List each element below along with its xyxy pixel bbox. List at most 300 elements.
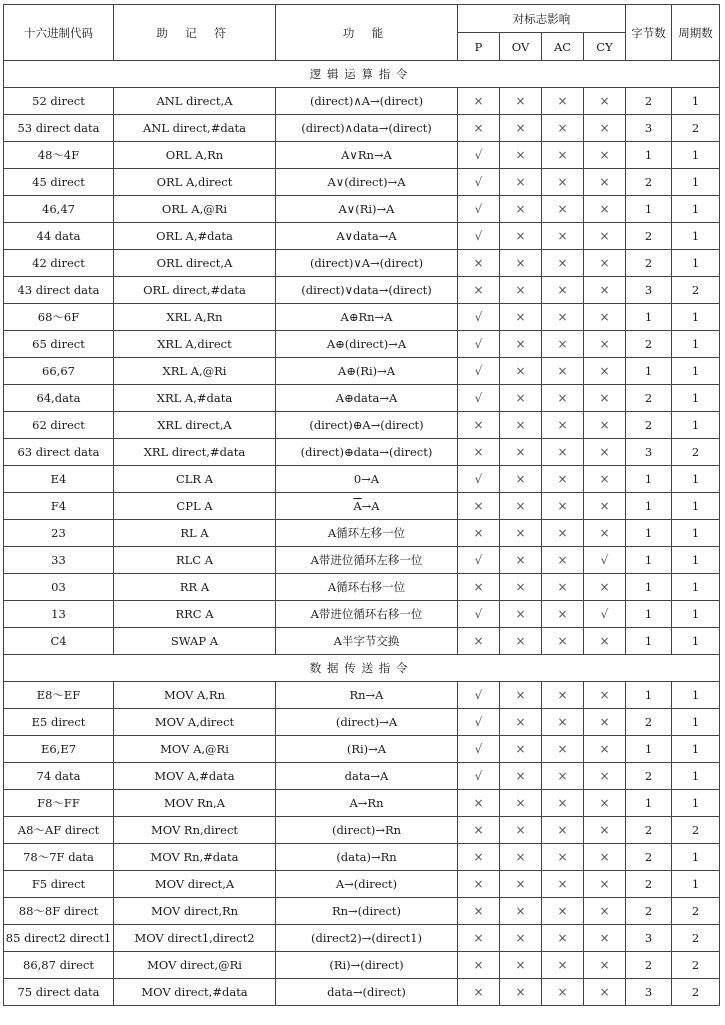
flag-p-cell: √ [458, 466, 500, 493]
function-cell: (data)→Rn [276, 844, 458, 871]
cycles-cell: 1 [672, 844, 720, 871]
flag-cy-cell: × [584, 790, 626, 817]
flag-cy-cell: × [584, 196, 626, 223]
mnemonic-cell: XRL A,Rn [114, 304, 276, 331]
function-cell: (direct2)→(direct1) [276, 925, 458, 952]
bytes-cell: 2 [626, 169, 672, 196]
flag-cy-cell: × [584, 628, 626, 655]
table-row [4, 871, 720, 898]
hex-code-cell: 42 direct [4, 250, 114, 277]
flag-ac-cell: × [542, 385, 584, 412]
mnemonic-header: 助 记 符 [114, 5, 276, 61]
cycles-cell: 1 [672, 88, 720, 115]
flag-ac-cell: × [542, 412, 584, 439]
flag-ov-cell: × [500, 358, 542, 385]
hex-code-cell: E8～EF [4, 682, 114, 709]
flag-ac-cell: × [542, 88, 584, 115]
hex-code-cell: A8～AF direct [4, 817, 114, 844]
flag-p-cell: × [458, 925, 500, 952]
table-row [4, 898, 720, 925]
hex-code-cell: 62 direct [4, 412, 114, 439]
function-cell: A半字节交换 [276, 628, 458, 655]
hex-code-cell: 63 direct data [4, 439, 114, 466]
mnemonic-cell: RRC A [114, 601, 276, 628]
cycles-cell: 1 [672, 466, 720, 493]
flag-p-cell: √ [458, 304, 500, 331]
flag-ov-cell: × [500, 304, 542, 331]
flag-cy-header: CY [584, 33, 626, 61]
flag-p-cell: × [458, 817, 500, 844]
table-row [4, 844, 720, 871]
flag-cy-cell: × [584, 88, 626, 115]
flag-cy-cell: × [584, 844, 626, 871]
bytes-cell: 2 [626, 412, 672, 439]
function-cell: (direct)⊕A→(direct) [276, 412, 458, 439]
flag-cy-cell: × [584, 520, 626, 547]
hex-code-cell: E6,E7 [4, 736, 114, 763]
flag-ov-cell: × [500, 277, 542, 304]
hex-code-cell: 52 direct [4, 88, 114, 115]
table-row [4, 304, 720, 331]
flag-ac-cell: × [542, 115, 584, 142]
flag-ac-cell: × [542, 520, 584, 547]
header-row [4, 5, 720, 33]
flags-group-header: 对标志影响 [458, 5, 626, 33]
cycles-cell: 1 [672, 412, 720, 439]
cycles-cell: 1 [672, 547, 720, 574]
mnemonic-cell: ORL A,@Ri [114, 196, 276, 223]
function-cell: A→Rn [276, 790, 458, 817]
flag-ov-cell: × [500, 628, 542, 655]
bytes-cell: 1 [626, 304, 672, 331]
mnemonic-cell: SWAP A [114, 628, 276, 655]
flag-cy-cell: × [584, 439, 626, 466]
hex-code-cell: 13 [4, 601, 114, 628]
cycles-cell: 1 [672, 304, 720, 331]
flag-ac-cell: × [542, 142, 584, 169]
function-cell: (direct)⊕data→(direct) [276, 439, 458, 466]
mnemonic-cell: ORL direct,A [114, 250, 276, 277]
flag-p-cell: × [458, 493, 500, 520]
mnemonic-cell: XRL A,#data [114, 385, 276, 412]
function-cell: A循环左移一位 [276, 520, 458, 547]
flag-ac-cell: × [542, 871, 584, 898]
bytes-cell: 1 [626, 628, 672, 655]
hex-code-cell: 45 direct [4, 169, 114, 196]
flag-ov-cell: × [500, 142, 542, 169]
flag-ac-cell: × [542, 439, 584, 466]
flag-ov-cell: × [500, 88, 542, 115]
bytes-cell: 2 [626, 952, 672, 979]
flag-ac-cell: × [542, 952, 584, 979]
flag-ac-cell: × [542, 331, 584, 358]
flag-ov-cell: × [500, 979, 542, 1006]
flag-ov-cell: × [500, 925, 542, 952]
bytes-cell: 2 [626, 817, 672, 844]
mnemonic-cell: MOV A,Rn [114, 682, 276, 709]
flag-cy-cell: × [584, 871, 626, 898]
function-cell: (direct)∧A→(direct) [276, 88, 458, 115]
bytes-cell: 3 [626, 925, 672, 952]
table-row [4, 925, 720, 952]
flag-cy-cell: √ [584, 601, 626, 628]
function-cell: Rn→(direct) [276, 898, 458, 925]
flag-cy-cell: × [584, 709, 626, 736]
bytes-cell: 1 [626, 790, 672, 817]
hex-code-cell: 85 direct2 direct1 [4, 925, 114, 952]
bytes-cell: 1 [626, 142, 672, 169]
mnemonic-cell: MOV direct,@Ri [114, 952, 276, 979]
function-cell: A⊕(direct)→A [276, 331, 458, 358]
flag-p-cell: × [458, 952, 500, 979]
flag-cy-cell: × [584, 763, 626, 790]
hex-code-cell: 44 data [4, 223, 114, 250]
function-cell: data→(direct) [276, 979, 458, 1006]
flag-ov-cell: × [500, 952, 542, 979]
flag-cy-cell: × [584, 952, 626, 979]
flag-ov-cell: × [500, 250, 542, 277]
flag-ov-cell: × [500, 439, 542, 466]
flag-cy-cell: × [584, 223, 626, 250]
cycles-cell: 1 [672, 493, 720, 520]
flag-ac-cell: × [542, 277, 584, 304]
function-cell: A带进位循环右移一位 [276, 601, 458, 628]
cycles-cell: 2 [672, 439, 720, 466]
flag-p-cell: × [458, 439, 500, 466]
flag-ov-cell: × [500, 466, 542, 493]
hex-code-cell: 88～8F direct [4, 898, 114, 925]
flag-p-cell: × [458, 412, 500, 439]
flag-ac-cell: × [542, 601, 584, 628]
flag-ac-cell: × [542, 790, 584, 817]
flag-ov-cell: × [500, 547, 542, 574]
table-row [4, 709, 720, 736]
hex-code-cell: 33 [4, 547, 114, 574]
flag-cy-cell: × [584, 385, 626, 412]
cycles-cell: 1 [672, 790, 720, 817]
cycles-cell: 1 [672, 331, 720, 358]
flag-cy-cell: × [584, 466, 626, 493]
bytes-cell: 1 [626, 574, 672, 601]
table-row [4, 628, 720, 655]
flag-ov-cell: × [500, 790, 542, 817]
hex-code-cell: 23 [4, 520, 114, 547]
mnemonic-cell: MOV A,direct [114, 709, 276, 736]
function-cell: A⊕Rn→A [276, 304, 458, 331]
table-row [4, 385, 720, 412]
flag-ov-cell: × [500, 601, 542, 628]
flag-cy-cell: × [584, 358, 626, 385]
flag-p-cell: √ [458, 763, 500, 790]
hex-code-cell: F5 direct [4, 871, 114, 898]
flag-cy-cell: × [584, 736, 626, 763]
function-cell: A⊕data→A [276, 385, 458, 412]
instruction-table [3, 4, 720, 1006]
hex-code-cell: 74 data [4, 763, 114, 790]
bytes-cell: 2 [626, 331, 672, 358]
table-row [4, 682, 720, 709]
flag-ov-header: OV [500, 33, 542, 61]
table-row [4, 115, 720, 142]
table-row [4, 547, 720, 574]
mnemonic-cell: ORL direct,#data [114, 277, 276, 304]
mnemonic-cell: MOV Rn,A [114, 790, 276, 817]
cycles-cell: 2 [672, 925, 720, 952]
mnemonic-cell: MOV Rn,#data [114, 844, 276, 871]
flag-ac-header: AC [542, 33, 584, 61]
table-row [4, 601, 720, 628]
flag-ov-cell: × [500, 331, 542, 358]
bytes-cell: 2 [626, 250, 672, 277]
mnemonic-cell: ORL A,#data [114, 223, 276, 250]
flag-p-cell: × [458, 979, 500, 1006]
flag-p-cell: × [458, 277, 500, 304]
bytes-cell: 1 [626, 493, 672, 520]
hex-code-cell: 48～4F [4, 142, 114, 169]
bytes-cell: 1 [626, 547, 672, 574]
flag-p-cell: √ [458, 601, 500, 628]
flag-cy-cell: × [584, 115, 626, 142]
flag-ac-cell: × [542, 709, 584, 736]
bytes-cell: 3 [626, 115, 672, 142]
mnemonic-cell: XRL direct,#data [114, 439, 276, 466]
hex-code-cell: F8～FF [4, 790, 114, 817]
bytes-cell: 2 [626, 385, 672, 412]
cycles-cell: 2 [672, 979, 720, 1006]
flag-p-cell: √ [458, 331, 500, 358]
flag-p-cell: √ [458, 196, 500, 223]
flag-cy-cell: × [584, 277, 626, 304]
flag-cy-cell: × [584, 250, 626, 277]
cycles-cell: 1 [672, 682, 720, 709]
flag-cy-cell: × [584, 817, 626, 844]
cycles-cell: 2 [672, 277, 720, 304]
flag-ov-cell: × [500, 817, 542, 844]
cycles-cell: 1 [672, 736, 720, 763]
cycles-cell: 1 [672, 385, 720, 412]
flag-ac-cell: × [542, 682, 584, 709]
flag-p-cell: √ [458, 682, 500, 709]
flag-p-cell: × [458, 88, 500, 115]
flag-ac-cell: × [542, 304, 584, 331]
function-cell: A∨(Ri)→A [276, 196, 458, 223]
flag-ov-cell: × [500, 574, 542, 601]
bytes-cell: 1 [626, 682, 672, 709]
bytes-cell: 2 [626, 709, 672, 736]
flag-ov-cell: × [500, 709, 542, 736]
function-remainder: →A [361, 499, 380, 513]
section-header-row [4, 655, 720, 682]
bytes-cell: 2 [626, 844, 672, 871]
flag-p-cell: √ [458, 223, 500, 250]
mnemonic-cell: RR A [114, 574, 276, 601]
mnemonic-cell: ANL direct,A [114, 88, 276, 115]
flag-p-cell: √ [458, 736, 500, 763]
flag-ov-cell: × [500, 520, 542, 547]
flag-ov-cell: × [500, 115, 542, 142]
hex-code-cell: 43 direct data [4, 277, 114, 304]
table-row [4, 331, 720, 358]
bytes-cell: 3 [626, 979, 672, 1006]
flag-ov-cell: × [500, 169, 542, 196]
bytes-cell: 3 [626, 439, 672, 466]
table-body [4, 61, 720, 1006]
bytes-cell: 1 [626, 466, 672, 493]
flag-p-cell: × [458, 574, 500, 601]
flag-ac-cell: × [542, 844, 584, 871]
function-cell: A∨data→A [276, 223, 458, 250]
hex-code-cell: 75 direct data [4, 979, 114, 1006]
table-row [4, 412, 720, 439]
cycles-cell: 1 [672, 628, 720, 655]
flag-ov-cell: × [500, 223, 542, 250]
section-header-row [4, 61, 720, 88]
bytes-cell: 2 [626, 88, 672, 115]
flag-ac-cell: × [542, 547, 584, 574]
function-header: 功 能 [276, 5, 458, 61]
flag-cy-cell: × [584, 412, 626, 439]
bytes-cell: 1 [626, 736, 672, 763]
table-row [4, 142, 720, 169]
flag-p-cell: × [458, 520, 500, 547]
table-row [4, 979, 720, 1006]
cycles-cell: 1 [672, 196, 720, 223]
bytes-header: 字节数 [626, 5, 672, 61]
bytes-cell: 1 [626, 358, 672, 385]
function-cell: 0→A [276, 466, 458, 493]
hex-code-cell: 68～6F [4, 304, 114, 331]
flag-ov-cell: × [500, 763, 542, 790]
function-cell: data→A [276, 763, 458, 790]
flag-p-cell: × [458, 844, 500, 871]
function-cell: A循环右移一位 [276, 574, 458, 601]
flag-ac-cell: × [542, 358, 584, 385]
mnemonic-cell: XRL direct,A [114, 412, 276, 439]
flag-ac-cell: × [542, 169, 584, 196]
flag-cy-cell: × [584, 304, 626, 331]
flag-ac-cell: × [542, 979, 584, 1006]
flag-ov-cell: × [500, 385, 542, 412]
function-cell [276, 493, 458, 520]
hex-code-cell: 53 direct data [4, 115, 114, 142]
table-row [4, 196, 720, 223]
mnemonic-cell: CLR A [114, 466, 276, 493]
section-title: 逻辑运算指令 [4, 61, 720, 88]
function-cell: (direct)→A [276, 709, 458, 736]
flag-cy-cell: × [584, 331, 626, 358]
cycles-cell: 2 [672, 817, 720, 844]
table-row [4, 223, 720, 250]
function-cell: (Ri)→(direct) [276, 952, 458, 979]
cycles-cell: 2 [672, 952, 720, 979]
mnemonic-cell: RL A [114, 520, 276, 547]
table-row [4, 520, 720, 547]
flag-p-cell: × [458, 628, 500, 655]
cycles-cell: 1 [672, 250, 720, 277]
mnemonic-cell: XRL A,direct [114, 331, 276, 358]
flag-ov-cell: × [500, 844, 542, 871]
flag-ac-cell: × [542, 196, 584, 223]
hex-code-cell: E5 direct [4, 709, 114, 736]
flag-p-cell: √ [458, 358, 500, 385]
cycles-cell: 1 [672, 601, 720, 628]
flag-ov-cell: × [500, 898, 542, 925]
function-cell: (Ri)→A [276, 736, 458, 763]
cycles-cell: 1 [672, 574, 720, 601]
table-row [4, 88, 720, 115]
table-row [4, 817, 720, 844]
bytes-cell: 2 [626, 763, 672, 790]
hex-code-cell: 46,47 [4, 196, 114, 223]
flag-ac-cell: × [542, 898, 584, 925]
table-row [4, 736, 720, 763]
hex-code-cell: 03 [4, 574, 114, 601]
mnemonic-cell: ANL direct,#data [114, 115, 276, 142]
bytes-cell: 2 [626, 871, 672, 898]
mnemonic-cell: ORL A,direct [114, 169, 276, 196]
flag-cy-cell: × [584, 682, 626, 709]
mnemonic-cell: MOV direct1,direct2 [114, 925, 276, 952]
cycles-cell: 1 [672, 223, 720, 250]
function-cell: (direct)∧data→(direct) [276, 115, 458, 142]
function-cell: (direct)→Rn [276, 817, 458, 844]
cycles-cell: 1 [672, 142, 720, 169]
function-cell: Rn→A [276, 682, 458, 709]
mnemonic-cell: CPL A [114, 493, 276, 520]
flag-p-cell: × [458, 250, 500, 277]
flag-cy-cell: × [584, 493, 626, 520]
cycles-cell: 1 [672, 871, 720, 898]
table-row [4, 574, 720, 601]
mnemonic-cell: MOV direct,A [114, 871, 276, 898]
flag-ov-cell: × [500, 412, 542, 439]
hex-code-cell: 86,87 direct [4, 952, 114, 979]
flag-cy-cell: × [584, 898, 626, 925]
table-row [4, 466, 720, 493]
mnemonic-cell: MOV direct,Rn [114, 898, 276, 925]
flag-p-cell: √ [458, 547, 500, 574]
function-cell: A带进位循环左移一位 [276, 547, 458, 574]
flag-p-cell: √ [458, 142, 500, 169]
bytes-cell: 1 [626, 196, 672, 223]
cycles-cell: 1 [672, 358, 720, 385]
flag-ac-cell: × [542, 925, 584, 952]
flag-ac-cell: × [542, 817, 584, 844]
bytes-cell: 1 [626, 601, 672, 628]
flag-ov-cell: × [500, 196, 542, 223]
flag-ac-cell: × [542, 250, 584, 277]
flag-ov-cell: × [500, 871, 542, 898]
table-row [4, 763, 720, 790]
flag-ov-cell: × [500, 493, 542, 520]
hex-code-cell: 78～7F data [4, 844, 114, 871]
flag-p-cell: × [458, 790, 500, 817]
table-row [4, 952, 720, 979]
flag-cy-cell: × [584, 979, 626, 1006]
flag-cy-cell: × [584, 925, 626, 952]
function-cell: (direct)∨A→(direct) [276, 250, 458, 277]
section-title: 数据传送指令 [4, 655, 720, 682]
mnemonic-cell: XRL A,@Ri [114, 358, 276, 385]
cycles-cell: 1 [672, 520, 720, 547]
flag-ov-cell: × [500, 682, 542, 709]
flag-ac-cell: × [542, 574, 584, 601]
function-cell: A∨Rn→A [276, 142, 458, 169]
function-cell: (direct)∨data→(direct) [276, 277, 458, 304]
table-row [4, 277, 720, 304]
hex-code-cell: 65 direct [4, 331, 114, 358]
complement-operand: $\overline{A}$ [353, 499, 362, 513]
